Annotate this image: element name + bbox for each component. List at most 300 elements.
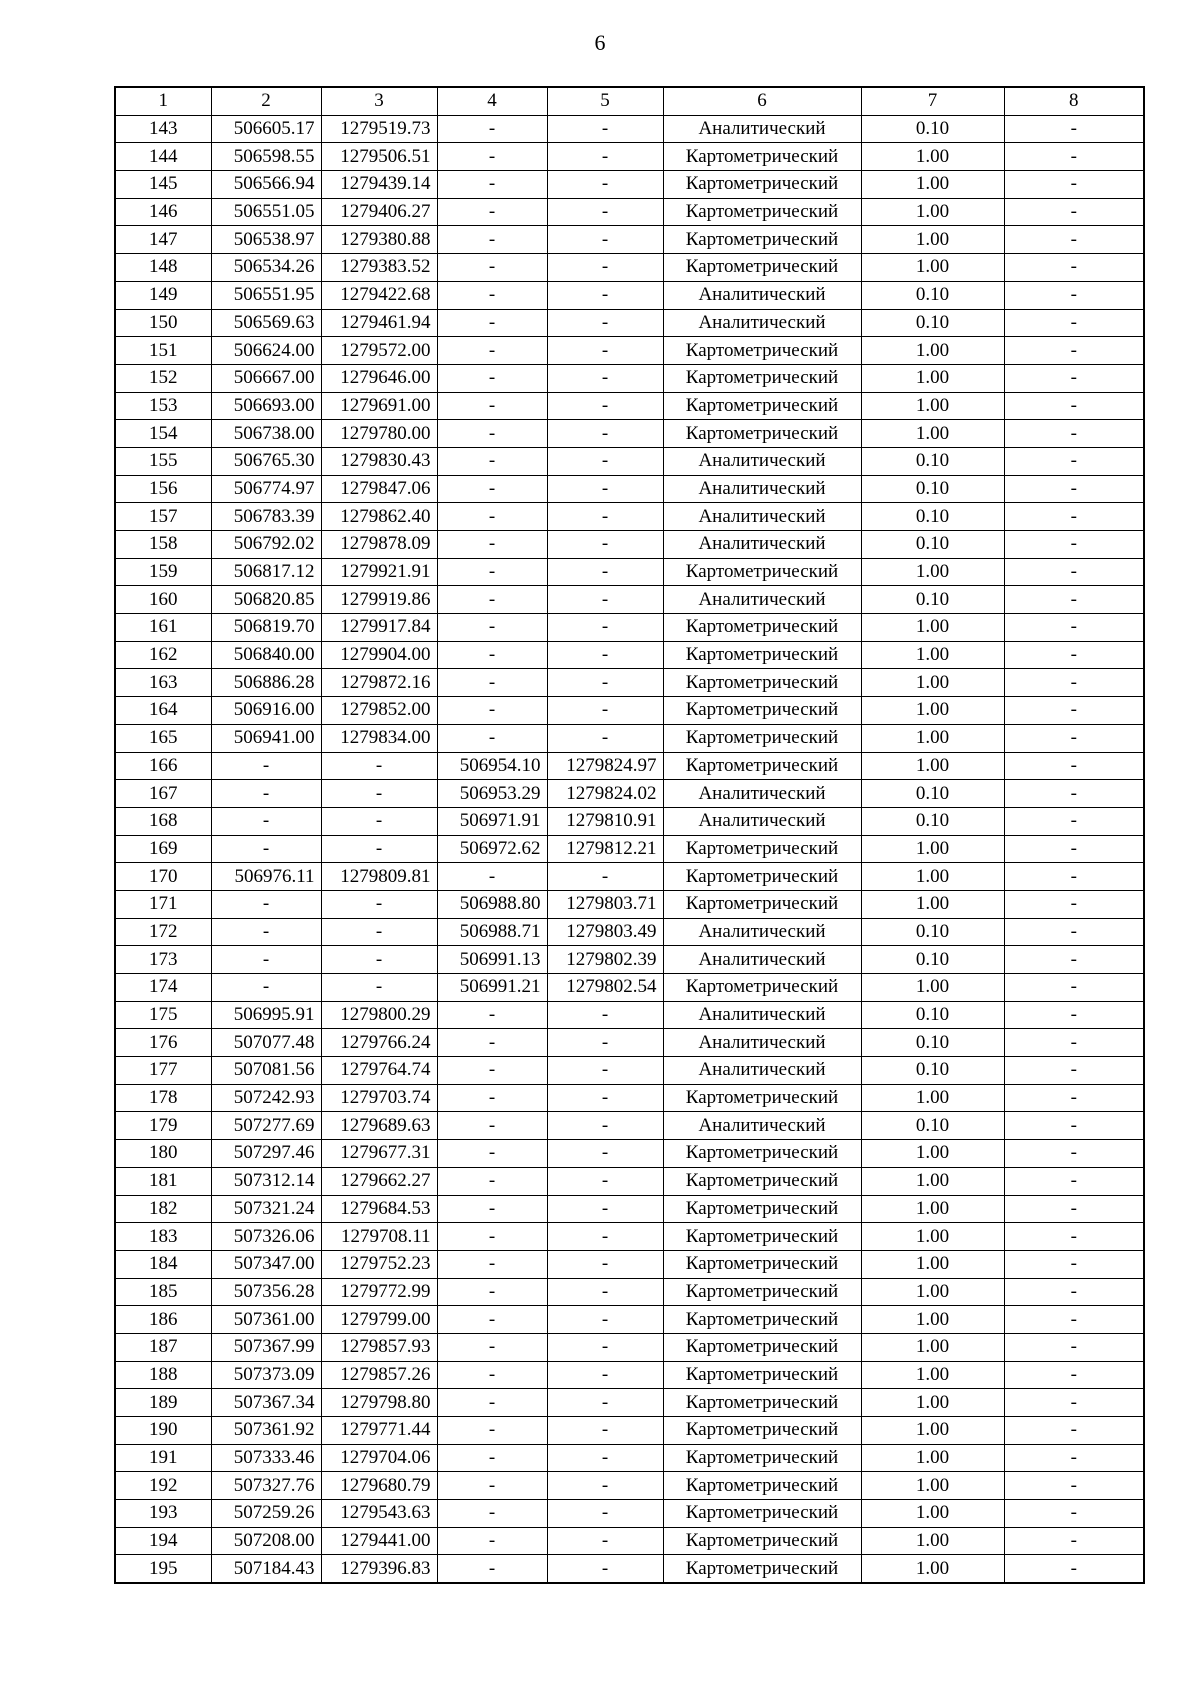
method-cell: Аналитический [663, 281, 861, 309]
point-number-cell: 148 [115, 254, 211, 282]
x-new-coordinate-cell: - [437, 669, 547, 697]
y-new-coordinate-cell: - [547, 1361, 663, 1389]
table-row [115, 226, 1144, 254]
table-row [115, 586, 1144, 614]
accuracy-cell: 1.00 [861, 364, 1004, 392]
note-cell: - [1004, 835, 1144, 863]
accuracy-cell: 0.10 [861, 475, 1004, 503]
point-number-cell: 185 [115, 1278, 211, 1306]
y-coordinate-cell: 1279799.00 [321, 1306, 437, 1334]
x-new-coordinate-cell: - [437, 1333, 547, 1361]
note-cell: - [1004, 918, 1144, 946]
x-new-coordinate-cell: - [437, 614, 547, 642]
x-coordinate-cell: 507077.48 [211, 1029, 321, 1057]
note-cell: - [1004, 1389, 1144, 1417]
accuracy-cell: 1.00 [861, 614, 1004, 642]
method-cell: Картометрический [663, 1527, 861, 1555]
note-cell: - [1004, 1029, 1144, 1057]
accuracy-cell: 1.00 [861, 1306, 1004, 1334]
x-coordinate-cell: - [211, 835, 321, 863]
table-header-row [115, 87, 1144, 115]
y-coordinate-cell: 1279847.06 [321, 475, 437, 503]
accuracy-cell: 1.00 [861, 724, 1004, 752]
table-row [115, 254, 1144, 282]
y-new-coordinate-cell: - [547, 503, 663, 531]
point-number-cell: 159 [115, 558, 211, 586]
y-new-coordinate-cell: - [547, 1112, 663, 1140]
accuracy-cell: 0.10 [861, 918, 1004, 946]
x-coordinate-cell: 507347.00 [211, 1250, 321, 1278]
method-cell: Картометрический [663, 1140, 861, 1168]
point-number-cell: 158 [115, 531, 211, 559]
y-coordinate-cell: 1279383.52 [321, 254, 437, 282]
accuracy-cell: 1.00 [861, 752, 1004, 780]
point-number-cell: 191 [115, 1444, 211, 1472]
table-row [115, 614, 1144, 642]
accuracy-cell: 1.00 [861, 890, 1004, 918]
accuracy-cell: 1.00 [861, 863, 1004, 891]
x-coordinate-cell: - [211, 974, 321, 1002]
note-cell: - [1004, 1167, 1144, 1195]
y-coordinate-cell: 1279857.93 [321, 1333, 437, 1361]
x-coordinate-cell: 507361.00 [211, 1306, 321, 1334]
table-row [115, 1223, 1144, 1251]
y-coordinate-cell: 1279406.27 [321, 198, 437, 226]
note-cell: - [1004, 752, 1144, 780]
x-coordinate-cell: 506916.00 [211, 697, 321, 725]
x-new-coordinate-cell: - [437, 1555, 547, 1583]
table-row [115, 531, 1144, 559]
table-row [115, 1333, 1144, 1361]
accuracy-cell: 1.00 [861, 1223, 1004, 1251]
x-new-coordinate-cell: 506972.62 [437, 835, 547, 863]
method-cell: Картометрический [663, 724, 861, 752]
y-coordinate-cell: 1279441.00 [321, 1527, 437, 1555]
y-new-coordinate-cell: - [547, 1250, 663, 1278]
point-number-cell: 146 [115, 198, 211, 226]
accuracy-cell: 1.00 [861, 1389, 1004, 1417]
y-coordinate-cell: - [321, 890, 437, 918]
y-new-coordinate-cell: - [547, 863, 663, 891]
y-coordinate-cell: - [321, 835, 437, 863]
point-number-cell: 156 [115, 475, 211, 503]
x-coordinate-cell: 507297.46 [211, 1140, 321, 1168]
point-number-cell: 193 [115, 1500, 211, 1528]
note-cell: - [1004, 1472, 1144, 1500]
x-new-coordinate-cell: - [437, 226, 547, 254]
y-coordinate-cell: 1279506.51 [321, 143, 437, 171]
table-row [115, 1250, 1144, 1278]
accuracy-cell: 0.10 [861, 115, 1004, 143]
table-row [115, 475, 1144, 503]
table-row [115, 835, 1144, 863]
point-number-cell: 150 [115, 309, 211, 337]
point-number-cell: 182 [115, 1195, 211, 1223]
x-coordinate-cell: 506534.26 [211, 254, 321, 282]
x-coordinate-cell: 507373.09 [211, 1361, 321, 1389]
accuracy-cell: 0.10 [861, 1029, 1004, 1057]
y-coordinate-cell: 1279703.74 [321, 1084, 437, 1112]
y-new-coordinate-cell: - [547, 1333, 663, 1361]
y-coordinate-cell: 1279798.80 [321, 1389, 437, 1417]
method-cell: Картометрический [663, 1500, 861, 1528]
note-cell: - [1004, 447, 1144, 475]
x-coordinate-cell: 507242.93 [211, 1084, 321, 1112]
point-number-cell: 145 [115, 171, 211, 199]
y-coordinate-cell: 1279919.86 [321, 586, 437, 614]
x-new-coordinate-cell: - [437, 586, 547, 614]
note-cell: - [1004, 1250, 1144, 1278]
note-cell: - [1004, 614, 1144, 642]
y-coordinate-cell: 1279830.43 [321, 447, 437, 475]
accuracy-cell: 1.00 [861, 226, 1004, 254]
y-coordinate-cell: - [321, 946, 437, 974]
method-cell: Аналитический [663, 475, 861, 503]
x-coordinate-cell: - [211, 780, 321, 808]
point-number-cell: 154 [115, 420, 211, 448]
y-new-coordinate-cell: 1279802.39 [547, 946, 663, 974]
y-new-coordinate-cell: - [547, 447, 663, 475]
y-new-coordinate-cell: - [547, 1417, 663, 1445]
accuracy-cell: 1.00 [861, 420, 1004, 448]
accuracy-cell: 1.00 [861, 337, 1004, 365]
x-new-coordinate-cell: - [437, 1223, 547, 1251]
table-row [115, 171, 1144, 199]
header-cell: 8 [1004, 87, 1144, 115]
accuracy-cell: 1.00 [861, 1527, 1004, 1555]
method-cell: Картометрический [663, 752, 861, 780]
accuracy-cell: 1.00 [861, 1472, 1004, 1500]
header-cell: 6 [663, 87, 861, 115]
accuracy-cell: 1.00 [861, 143, 1004, 171]
x-new-coordinate-cell: - [437, 309, 547, 337]
accuracy-cell: 0.10 [861, 531, 1004, 559]
table-row [115, 752, 1144, 780]
x-new-coordinate-cell: - [437, 337, 547, 365]
y-new-coordinate-cell: - [547, 669, 663, 697]
y-new-coordinate-cell: - [547, 364, 663, 392]
point-number-cell: 181 [115, 1167, 211, 1195]
x-coordinate-cell: 506569.63 [211, 309, 321, 337]
accuracy-cell: 1.00 [861, 974, 1004, 1002]
x-new-coordinate-cell: - [437, 1250, 547, 1278]
method-cell: Аналитический [663, 780, 861, 808]
method-cell: Аналитический [663, 115, 861, 143]
method-cell: Картометрический [663, 1389, 861, 1417]
x-new-coordinate-cell: - [437, 198, 547, 226]
y-coordinate-cell: - [321, 752, 437, 780]
note-cell: - [1004, 1140, 1144, 1168]
x-new-coordinate-cell: - [437, 1084, 547, 1112]
y-new-coordinate-cell: - [547, 1500, 663, 1528]
x-coordinate-cell: 507356.28 [211, 1278, 321, 1306]
x-coordinate-cell: 506605.17 [211, 115, 321, 143]
y-coordinate-cell: 1279689.63 [321, 1112, 437, 1140]
x-new-coordinate-cell: 506971.91 [437, 807, 547, 835]
x-new-coordinate-cell: 506953.29 [437, 780, 547, 808]
method-cell: Аналитический [663, 531, 861, 559]
note-cell: - [1004, 1500, 1144, 1528]
point-number-cell: 189 [115, 1389, 211, 1417]
x-new-coordinate-cell: - [437, 1057, 547, 1085]
x-new-coordinate-cell: - [437, 1444, 547, 1472]
note-cell: - [1004, 115, 1144, 143]
y-coordinate-cell: 1279461.94 [321, 309, 437, 337]
table-row [115, 780, 1144, 808]
point-number-cell: 144 [115, 143, 211, 171]
point-number-cell: 186 [115, 1306, 211, 1334]
x-coordinate-cell: 507184.43 [211, 1555, 321, 1583]
y-coordinate-cell: 1279766.24 [321, 1029, 437, 1057]
table-row [115, 697, 1144, 725]
x-new-coordinate-cell: - [437, 364, 547, 392]
point-number-cell: 190 [115, 1417, 211, 1445]
table-row [115, 1527, 1144, 1555]
note-cell: - [1004, 1057, 1144, 1085]
accuracy-cell: 1.00 [861, 1555, 1004, 1583]
note-cell: - [1004, 281, 1144, 309]
x-new-coordinate-cell: - [437, 503, 547, 531]
point-number-cell: 170 [115, 863, 211, 891]
table-row [115, 641, 1144, 669]
y-coordinate-cell: 1279439.14 [321, 171, 437, 199]
method-cell: Картометрический [663, 890, 861, 918]
x-new-coordinate-cell: - [437, 420, 547, 448]
x-coordinate-cell: 506886.28 [211, 669, 321, 697]
x-new-coordinate-cell: 506988.80 [437, 890, 547, 918]
x-coordinate-cell: 506840.00 [211, 641, 321, 669]
note-cell: - [1004, 171, 1144, 199]
accuracy-cell: 1.00 [861, 1444, 1004, 1472]
point-number-cell: 152 [115, 364, 211, 392]
y-coordinate-cell: - [321, 974, 437, 1002]
x-coordinate-cell: 506819.70 [211, 614, 321, 642]
x-new-coordinate-cell: 506991.21 [437, 974, 547, 1002]
x-new-coordinate-cell: 506991.13 [437, 946, 547, 974]
method-cell: Картометрический [663, 641, 861, 669]
point-number-cell: 168 [115, 807, 211, 835]
point-number-cell: 179 [115, 1112, 211, 1140]
x-new-coordinate-cell: - [437, 254, 547, 282]
method-cell: Аналитический [663, 309, 861, 337]
y-new-coordinate-cell: - [547, 1555, 663, 1583]
x-new-coordinate-cell: - [437, 724, 547, 752]
x-coordinate-cell: - [211, 946, 321, 974]
point-number-cell: 162 [115, 641, 211, 669]
table-row [115, 1472, 1144, 1500]
accuracy-cell: 1.00 [861, 1140, 1004, 1168]
note-cell: - [1004, 697, 1144, 725]
y-new-coordinate-cell: - [547, 226, 663, 254]
x-coordinate-cell: 506693.00 [211, 392, 321, 420]
x-coordinate-cell: 507367.34 [211, 1389, 321, 1417]
method-cell: Картометрический [663, 1472, 861, 1500]
note-cell: - [1004, 780, 1144, 808]
method-cell: Картометрический [663, 697, 861, 725]
table-row [115, 807, 1144, 835]
method-cell: Картометрический [663, 1084, 861, 1112]
point-number-cell: 165 [115, 724, 211, 752]
table-row [115, 1057, 1144, 1085]
y-coordinate-cell: 1279752.23 [321, 1250, 437, 1278]
method-cell: Картометрический [663, 1278, 861, 1306]
point-number-cell: 164 [115, 697, 211, 725]
page-number: 6 [594, 30, 606, 55]
y-new-coordinate-cell: - [547, 143, 663, 171]
method-cell: Картометрический [663, 1417, 861, 1445]
x-coordinate-cell: 507326.06 [211, 1223, 321, 1251]
y-coordinate-cell: 1279800.29 [321, 1001, 437, 1029]
x-coordinate-cell: 507333.46 [211, 1444, 321, 1472]
y-coordinate-cell: - [321, 918, 437, 946]
y-new-coordinate-cell: - [547, 420, 663, 448]
y-coordinate-cell: 1279519.73 [321, 115, 437, 143]
table-row [115, 1417, 1144, 1445]
method-cell: Картометрический [663, 1167, 861, 1195]
method-cell: Аналитический [663, 1001, 861, 1029]
table-row [115, 337, 1144, 365]
y-coordinate-cell: 1279684.53 [321, 1195, 437, 1223]
point-number-cell: 157 [115, 503, 211, 531]
y-new-coordinate-cell: - [547, 1029, 663, 1057]
x-coordinate-cell: 507312.14 [211, 1167, 321, 1195]
y-new-coordinate-cell: - [547, 1444, 663, 1472]
table-row [115, 1029, 1144, 1057]
y-new-coordinate-cell: - [547, 392, 663, 420]
accuracy-cell: 1.00 [861, 669, 1004, 697]
x-coordinate-cell: 506765.30 [211, 447, 321, 475]
y-new-coordinate-cell: 1279802.54 [547, 974, 663, 1002]
y-coordinate-cell: 1279646.00 [321, 364, 437, 392]
x-coordinate-cell: 507208.00 [211, 1527, 321, 1555]
table-row [115, 1555, 1144, 1583]
y-coordinate-cell: 1279921.91 [321, 558, 437, 586]
y-new-coordinate-cell: - [547, 337, 663, 365]
method-cell: Картометрический [663, 669, 861, 697]
method-cell: Картометрический [663, 1195, 861, 1223]
x-coordinate-cell: 506538.97 [211, 226, 321, 254]
note-cell: - [1004, 475, 1144, 503]
table-row [115, 946, 1144, 974]
y-new-coordinate-cell: - [547, 281, 663, 309]
x-new-coordinate-cell: - [437, 475, 547, 503]
note-cell: - [1004, 1223, 1144, 1251]
table-row [115, 1278, 1144, 1306]
table-row [115, 281, 1144, 309]
y-new-coordinate-cell: - [547, 1389, 663, 1417]
method-cell: Картометрический [663, 1306, 861, 1334]
note-cell: - [1004, 309, 1144, 337]
note-cell: - [1004, 1001, 1144, 1029]
y-new-coordinate-cell: 1279812.21 [547, 835, 663, 863]
point-number-cell: 183 [115, 1223, 211, 1251]
point-number-cell: 180 [115, 1140, 211, 1168]
y-new-coordinate-cell: - [547, 614, 663, 642]
method-cell: Картометрический [663, 1250, 861, 1278]
accuracy-cell: 0.10 [861, 946, 1004, 974]
y-new-coordinate-cell: - [547, 558, 663, 586]
x-new-coordinate-cell: - [437, 1112, 547, 1140]
x-new-coordinate-cell: - [437, 392, 547, 420]
y-coordinate-cell: 1279852.00 [321, 697, 437, 725]
note-cell: - [1004, 143, 1144, 171]
accuracy-cell: 1.00 [861, 198, 1004, 226]
accuracy-cell: 1.00 [861, 558, 1004, 586]
x-new-coordinate-cell: - [437, 1500, 547, 1528]
x-new-coordinate-cell: - [437, 531, 547, 559]
table-row [115, 974, 1144, 1002]
header-cell: 2 [211, 87, 321, 115]
method-cell: Картометрический [663, 392, 861, 420]
table-row [115, 1500, 1144, 1528]
y-new-coordinate-cell: - [547, 1167, 663, 1195]
accuracy-cell: 0.10 [861, 503, 1004, 531]
table-row [115, 364, 1144, 392]
y-coordinate-cell: 1279872.16 [321, 669, 437, 697]
header-cell: 3 [321, 87, 437, 115]
note-cell: - [1004, 586, 1144, 614]
x-coordinate-cell: - [211, 918, 321, 946]
y-new-coordinate-cell: - [547, 531, 663, 559]
note-cell: - [1004, 1361, 1144, 1389]
y-new-coordinate-cell: - [547, 724, 663, 752]
y-new-coordinate-cell: - [547, 309, 663, 337]
note-cell: - [1004, 1278, 1144, 1306]
method-cell: Аналитический [663, 1057, 861, 1085]
y-new-coordinate-cell: - [547, 171, 663, 199]
header-cell: 4 [437, 87, 547, 115]
method-cell: Картометрический [663, 1555, 861, 1583]
table-row [115, 447, 1144, 475]
y-new-coordinate-cell: - [547, 1306, 663, 1334]
accuracy-cell: 1.00 [861, 1084, 1004, 1112]
point-number-cell: 178 [115, 1084, 211, 1112]
y-new-coordinate-cell: - [547, 1001, 663, 1029]
x-new-coordinate-cell: - [437, 1167, 547, 1195]
table-row [115, 503, 1144, 531]
note-cell: - [1004, 364, 1144, 392]
note-cell: - [1004, 641, 1144, 669]
note-cell: - [1004, 974, 1144, 1002]
point-number-cell: 153 [115, 392, 211, 420]
x-coordinate-cell: - [211, 807, 321, 835]
y-coordinate-cell: 1279834.00 [321, 724, 437, 752]
x-coordinate-cell: 506792.02 [211, 531, 321, 559]
x-new-coordinate-cell: - [437, 697, 547, 725]
x-new-coordinate-cell: - [437, 171, 547, 199]
accuracy-cell: 1.00 [861, 1417, 1004, 1445]
point-number-cell: 194 [115, 1527, 211, 1555]
note-cell: - [1004, 198, 1144, 226]
table-row [115, 420, 1144, 448]
point-number-cell: 188 [115, 1361, 211, 1389]
header-cell: 5 [547, 87, 663, 115]
y-new-coordinate-cell: 1279803.71 [547, 890, 663, 918]
table-row [115, 1084, 1144, 1112]
table-row [115, 1001, 1144, 1029]
x-coordinate-cell: 506817.12 [211, 558, 321, 586]
point-number-cell: 167 [115, 780, 211, 808]
table-row [115, 1112, 1144, 1140]
note-cell: - [1004, 1333, 1144, 1361]
note-cell: - [1004, 890, 1144, 918]
y-new-coordinate-cell: - [547, 586, 663, 614]
table-row [115, 309, 1144, 337]
method-cell: Картометрический [663, 1444, 861, 1472]
accuracy-cell: 0.10 [861, 281, 1004, 309]
table-row [115, 143, 1144, 171]
point-number-cell: 192 [115, 1472, 211, 1500]
